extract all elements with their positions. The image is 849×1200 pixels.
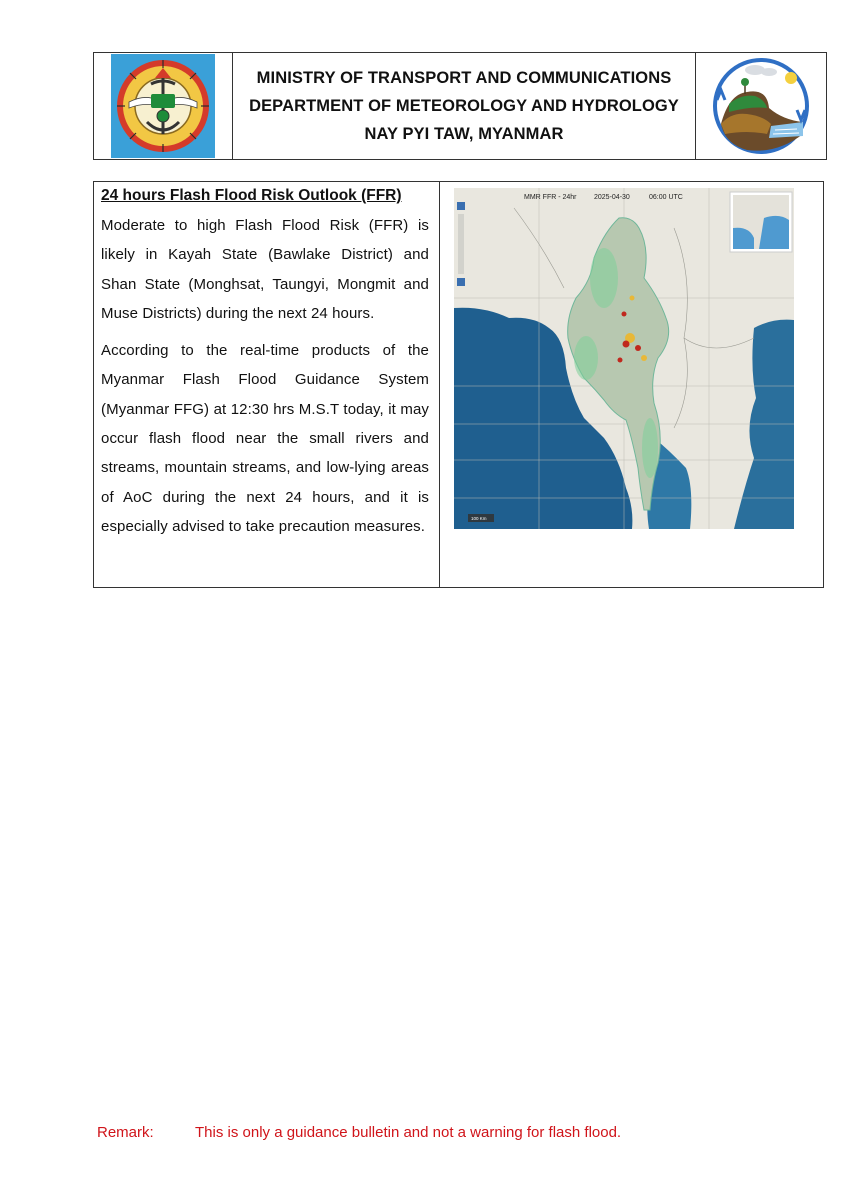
map-title-date: 2025-04-30 bbox=[594, 194, 630, 201]
right-logo-cell bbox=[695, 53, 826, 159]
left-logo-cell bbox=[94, 53, 233, 159]
location-name: NAY PYI TAW, MYANMAR bbox=[364, 124, 564, 143]
zoom-slider[interactable] bbox=[458, 214, 464, 274]
map-scale-label: 100 Km bbox=[471, 516, 487, 521]
outlook-paragraph-1: Moderate to high Flash Flood Risk (FFR) is likely in Kayah State (Bawlake District) and Shan State (Monghsat, Taungyi, Mongmit and Muse Districts) during the next 24 hours. bbox=[101, 217, 429, 322]
bulletin-header bbox=[93, 52, 827, 160]
outlook-map-cell bbox=[440, 182, 823, 587]
outlook-text-cell bbox=[94, 182, 440, 587]
outlook-paragraph-2: According to the real-time products of the Myanmar Flash Flood Guidance System (Myanmar FFG) at 12:30 hrs M.S.T today, it may occur flash flood near the small rivers and streams, mountain streams, and low-lying areas of AoC during the next 24 hours, and it is especially advised to take precaution measures. bbox=[101, 342, 429, 535]
zoom-out-button[interactable] bbox=[457, 278, 465, 286]
flash-flood-risk-map bbox=[454, 188, 794, 529]
remark-label: Remark: bbox=[97, 1124, 154, 1141]
ministry-name: MINISTRY OF TRANSPORT AND COMMUNICATIONS bbox=[256, 68, 672, 87]
map-title-product: MMR FFR - 24hr bbox=[524, 194, 577, 201]
map-title-time: 06:00 UTC bbox=[649, 194, 683, 201]
department-name: DEPARTMENT OF METEOROLOGY AND HYDROLOGY bbox=[249, 96, 679, 115]
outlook-title: 24 hours Flash Flood Risk Outlook (FFR) bbox=[101, 187, 402, 204]
remark-text: This is only a guidance bulletin and not a warning for flash flood. bbox=[195, 1124, 622, 1141]
ministry-emblem-icon bbox=[111, 54, 215, 158]
remark-line bbox=[97, 1124, 621, 1141]
zoom-in-button[interactable] bbox=[457, 202, 465, 210]
outlook-table bbox=[93, 181, 824, 588]
hydrologic-cycle-icon bbox=[707, 54, 815, 158]
header-title-block bbox=[233, 53, 695, 159]
